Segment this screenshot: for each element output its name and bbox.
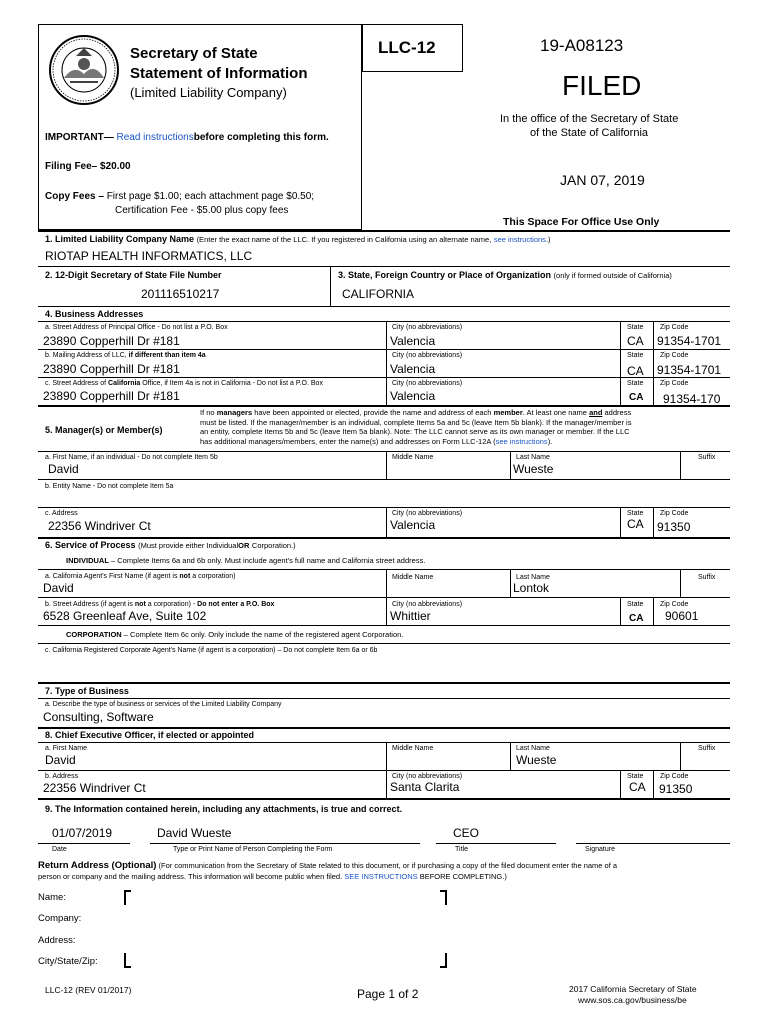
s6-individual-bold: INDIVIDUAL [66, 556, 109, 565]
form-revision: LLC-12 (REV 01/2017) [45, 985, 132, 995]
s4b-label-2: if different than item 4a [128, 352, 206, 359]
filed-date: JAN 07, 2019 [560, 172, 645, 188]
ceo-city[interactable]: Santa Clarita [390, 780, 460, 794]
s5b-label: b. Entity Name - Do not complete Item 5a [45, 483, 174, 490]
s5-instr-managers: managers [216, 408, 253, 417]
s4b-zip-label: Zip Code [660, 352, 689, 359]
s4a-state-label: State [627, 324, 644, 331]
footer-copyright: 2017 California Secretary of State [569, 984, 697, 994]
form-code: LLC-12 [378, 38, 436, 57]
return-company-label: Company: [38, 913, 82, 924]
place-of-organization[interactable]: CALIFORNIA [342, 287, 415, 301]
s4c-label [45, 380, 323, 387]
s4a-zip-label: Zip Code [660, 324, 689, 331]
bracket-bottom-left [124, 953, 131, 968]
s5-instructions-link[interactable]: see instructions [495, 436, 548, 446]
name-caption: Type or Print Name of Person Completing the Form [173, 846, 333, 853]
s6-note-or: OR [238, 541, 250, 550]
s8-title: 8. Chief Executive Officer, if elected or appointed [45, 730, 255, 740]
principal-street[interactable]: 23890 Copperhill Dr #181 [43, 334, 180, 348]
document-number: 19-A08123 [540, 36, 624, 55]
s4c-label-3: Office, if Item 4a is not in California - Do not list a P.O. Box [142, 380, 323, 387]
return-title: Return Address (Optional) [38, 860, 157, 871]
office-line2: of the State of California [530, 127, 649, 139]
return-address-label: Address: [38, 935, 76, 946]
important-suffix: before completing this form. [193, 132, 329, 143]
manager-street[interactable]: 22356 Windriver Ct [48, 519, 151, 533]
s3-title-text: 3. State, Foreign Country or Place of Organization [338, 270, 552, 280]
s8-middle-label: Middle Name [392, 745, 434, 752]
s6-note-2: Corporation.) [251, 541, 296, 550]
s6-middle-label: Middle Name [392, 574, 434, 581]
s6a-label-not: not [179, 573, 191, 580]
s5-instr-line3: an entity, complete Items 5b and 5c (leave Item 5a blank). Note: The LLC cannot serve as its own manager or member. If the LLC [200, 427, 630, 437]
s2-title: 2. 12-Digit Secretary of State File Number [45, 270, 222, 280]
mailing-city[interactable]: Valencia [390, 362, 436, 376]
s5-instr-1: If no [200, 408, 215, 417]
agent-zip[interactable]: 90601 [665, 609, 699, 623]
ceo-zip[interactable]: 91350 [659, 782, 693, 796]
copy-fees-line2: Certification Fee - $5.00 plus copy fees [115, 205, 289, 216]
manager-city[interactable]: Valencia [390, 518, 436, 532]
file-number[interactable]: 201116510217 [141, 287, 220, 301]
return-csz-label: City/State/Zip: [38, 956, 98, 967]
important-prefix: IMPORTANT— [45, 132, 114, 143]
s6b-state-label: State [627, 601, 644, 608]
s4c-zip-label: Zip Code [660, 380, 689, 387]
s8-last-label: Last Name [516, 745, 550, 752]
return-text-1: (For communication from the Secretary of State related to this document, or if purchasing a copy of the filed document enter the name of a [158, 861, 618, 870]
copy-fees-line1: First page $1.00; each attachment page $0.50; [106, 191, 315, 202]
s5-instructions [200, 408, 725, 446]
s5-instr-3: . At least one name [522, 408, 587, 417]
s1-note: (Enter the exact name of the LLC. If you registered in California using an alternate name, [196, 235, 492, 244]
s5c-label: c. Address [45, 510, 78, 517]
return-text-2: person or company and the mailing address. This information will become public when filed. [38, 872, 343, 881]
s4c-label-2: California [108, 380, 141, 387]
s6b-label [45, 601, 274, 608]
s5-instr-line2: must be listed. If the manager/member is an individual, complete Items 5a and 5c (leave Item 5b blank). If the manager/member is [200, 417, 632, 427]
return-instructions-link[interactable]: SEE INSTRUCTIONS [344, 872, 418, 881]
return-text-end: BEFORE COMPLETING.) [419, 872, 507, 881]
s5a-label: a. First Name, if an individual - Do not complete Item 5b [45, 454, 218, 461]
principal-zip[interactable]: 91354-1701 [657, 334, 722, 348]
mailing-street[interactable]: 23890 Copperhill Dr #181 [43, 362, 180, 376]
s6-last-label: Last Name [516, 574, 550, 581]
s6b-label-not: not [134, 601, 146, 608]
s3-title [338, 270, 672, 280]
manager-zip[interactable]: 91350 [657, 520, 691, 534]
s4a-city-label: City (no abbreviations) [392, 324, 463, 331]
s5-instr-4: address [604, 408, 632, 417]
copy-fees-label: Copy Fees – [45, 191, 104, 202]
agent-street[interactable]: 6528 Greenleaf Ave, Suite 102 [43, 609, 207, 623]
s4-title: 4. Business Addresses [45, 309, 144, 319]
filed-stamp: FILED [562, 70, 642, 101]
ceo-street[interactable]: 22356 Windriver Ct [43, 781, 146, 795]
s6-title-text: 6. Service of Process [45, 540, 136, 550]
s6a-label-2: a corporation) [192, 573, 236, 580]
office-line1: In the office of the Secretary of State [500, 113, 679, 125]
s3-note: (only if formed outside of California) [553, 271, 672, 280]
return-line2 [38, 871, 728, 882]
return-address-text [38, 860, 728, 882]
ca-office-state[interactable]: CA [629, 392, 644, 403]
ceo-last-name[interactable]: Wueste [516, 753, 557, 767]
principal-city[interactable]: Valencia [390, 334, 436, 348]
s8b-label: b. Address [45, 773, 79, 780]
agent-first-name[interactable]: David [43, 581, 74, 595]
title-caption: Title [455, 846, 468, 853]
s6-individual-line [66, 556, 425, 565]
business-type[interactable]: Consulting, Software [43, 710, 154, 724]
manager-last-name[interactable]: Wueste [513, 462, 554, 476]
ca-office-street[interactable]: 23890 Copperhill Dr #181 [43, 389, 180, 403]
s5-instr-and: and [589, 408, 603, 417]
s6b-city-label: City (no abbreviations) [392, 601, 463, 608]
sign-date[interactable]: 01/07/2019 [52, 826, 113, 840]
return-line1 [38, 860, 728, 871]
s5-instr-end: ). [547, 436, 553, 446]
s8b-zip-label: Zip Code [660, 773, 689, 780]
important-line [45, 132, 329, 143]
s4a-label: a. Street Address of Principal Office - Do not list a P.O. Box [45, 324, 228, 331]
s1-title-text: 1. Limited Liability Company Name [45, 234, 195, 244]
mailing-zip[interactable]: 91354-1701 [657, 363, 722, 377]
s6a-label [45, 573, 235, 580]
s6b-label-1: b. Street Address (if agent is [45, 601, 133, 608]
s5-middle-label: Middle Name [392, 454, 434, 461]
s6b-label-2: a corporation) - [147, 601, 196, 608]
s6-suffix-label: Suffix [698, 574, 716, 581]
s1-title [45, 234, 551, 244]
s6b-label-3: Do not enter a P.O. Box [197, 601, 275, 608]
s8a-label: a. First Name [45, 745, 88, 752]
s9-title: 9. The Information contained herein, including any attachments, is true and correct. [45, 804, 403, 814]
ceo-first-name[interactable]: David [45, 753, 76, 767]
signature-caption: Signature [585, 846, 615, 853]
return-name-label: Name: [38, 892, 66, 903]
state-seal [48, 34, 120, 106]
s6b-zip-label: Zip Code [660, 601, 689, 608]
copy-fees [45, 191, 314, 202]
s5c-zip-label: Zip Code [660, 510, 689, 517]
s5-title: 5. Manager(s) or Member(s) [45, 425, 163, 435]
principal-state[interactable]: CA [627, 334, 644, 348]
signer-title[interactable]: CEO [453, 826, 480, 840]
s7a-label: a. Describe the type of business or services of the Limited Liability Company [45, 701, 282, 708]
s5-instr-line1 [200, 408, 725, 418]
s6-corporation-bold: CORPORATION [66, 630, 122, 639]
footer-url[interactable]: www.sos.ca.gov/business/be [578, 995, 687, 1005]
s5c-state-label: State [627, 510, 644, 517]
filing-fee: Filing Fee– $20.00 [45, 161, 131, 172]
agent-state[interactable]: CA [629, 613, 644, 624]
s6-title [45, 540, 296, 550]
mailing-state[interactable]: CA [627, 364, 644, 378]
s6-corporation-text: – Complete Item 6c only. Only include the name of the registered agent Corporation. [123, 630, 404, 639]
s6-corporation-line [66, 630, 403, 639]
llc-name[interactable]: RIOTAP HEALTH INFORMATICS, LLC [45, 249, 253, 263]
statement-subtitle: (Limited Liability Company) [130, 85, 287, 100]
ca-office-city[interactable]: Valencia [390, 389, 436, 403]
s5-instr-line4 [200, 437, 725, 447]
page-number: Page 1 of 2 [357, 987, 419, 1001]
s5-suffix-label: Suffix [698, 454, 716, 461]
s5-instr-member: member [493, 408, 523, 417]
agent-city[interactable]: Whittier [390, 609, 431, 623]
statement-title: Statement of Information [130, 65, 308, 82]
s5-last-label: Last Name [516, 454, 550, 461]
bracket-top-left [124, 890, 131, 905]
office-use-label: This Space For Office Use Only [503, 216, 660, 228]
ca-office-zip[interactable]: 91354-170 [663, 392, 721, 406]
s7-title: 7. Type of Business [45, 686, 129, 696]
s1-instructions-link[interactable]: see instructions [493, 235, 546, 244]
s4c-state-label: State [627, 380, 644, 387]
s8b-city-label: City (no abbreviations) [392, 773, 463, 780]
manager-first-name[interactable]: David [48, 462, 79, 476]
s5-instr-line4-text: has additional managers/members, enter the name(s) and addresses on Form LLC-12A ( [200, 436, 496, 446]
s6c-label: c. California Registered Corporate Agent's Name (if agent is a corporation) – Do not complete Item 6a or 6b [45, 647, 378, 654]
manager-state[interactable]: CA [627, 517, 644, 531]
s4b-state-label: State [627, 352, 644, 359]
s8b-state-label: State [627, 773, 644, 780]
s5-instr-2: have been appointed or elected, provide the name and address of each [254, 408, 492, 417]
s4b-label [45, 352, 206, 359]
s4c-city-label: City (no abbreviations) [392, 380, 463, 387]
s6-note-1: (Must provide either Individual [138, 541, 239, 550]
ceo-state[interactable]: CA [629, 780, 646, 794]
s8-suffix-label: Suffix [698, 745, 716, 752]
s4b-label-1: b. Mailing Address of LLC, [45, 352, 127, 359]
signer-name[interactable]: David Wueste [157, 826, 232, 840]
read-instructions-link[interactable]: Read instructions [116, 132, 194, 143]
s4b-city-label: City (no abbreviations) [392, 352, 463, 359]
s4c-label-1: c. Street Address of [45, 380, 107, 387]
agent-last-name[interactable]: Lontok [513, 581, 550, 595]
bracket-bottom-right [440, 953, 447, 968]
agency-title: Secretary of State [130, 45, 258, 62]
bracket-top-right [440, 890, 447, 905]
s6a-label-1: a. California Agent's First Name (if agent is [45, 573, 178, 580]
s5c-city-label: City (no abbreviations) [392, 510, 463, 517]
s6-individual-text: – Complete Items 6a and 6b only. Must include agent's full name and California street address. [111, 556, 426, 565]
s1-note-end: .) [545, 235, 551, 244]
date-caption: Date [52, 846, 67, 853]
